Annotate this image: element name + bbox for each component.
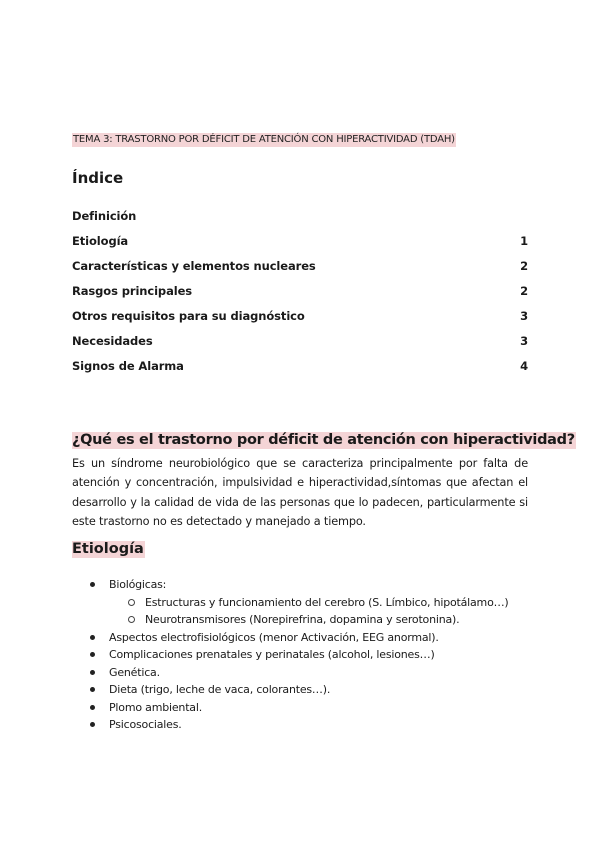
- sub-list-item: [0, 611, 600, 629]
- definition-heading: ¿Qué es el trastorno por déficit de atención con hiperactividad?: [72, 432, 575, 448]
- toc-item-label: Definición: [72, 209, 137, 223]
- list-item-text: Neurotransmisores (Norepirefrina, dopamina y serotonina).: [145, 613, 460, 626]
- toc-item-page: 3: [520, 334, 528, 348]
- bullet-dot-icon: [90, 582, 95, 587]
- table-of-contents: [72, 208, 528, 383]
- bullet-dot-icon: [90, 687, 95, 692]
- toc-item[interactable]: [72, 233, 528, 258]
- sub-list-item: [0, 594, 600, 612]
- list-item: [0, 646, 600, 664]
- bullet-dot-icon: [90, 670, 95, 675]
- toc-item[interactable]: [72, 283, 528, 308]
- toc-item[interactable]: [72, 308, 528, 333]
- list-item-text: Estructuras y funcionamiento del cerebro (S. Límbico, hipotálamo…): [145, 595, 509, 609]
- toc-item-label: Características y elementos nucleares: [72, 259, 316, 273]
- list-item-text: Aspectos electrofisiológicos (menor Activación, EEG anormal).: [109, 630, 439, 644]
- list-item-text: Plomo ambiental.: [109, 700, 203, 714]
- bullet-dot-icon: [90, 705, 95, 710]
- toc-item-page: 1: [520, 234, 528, 248]
- list-item: [0, 629, 600, 647]
- document-header: TEMA 3: TRASTORNO POR DÉFICIT DE ATENCIÓN CON HIPERACTIVIDAD (TDAH): [73, 134, 455, 145]
- list-item: [0, 699, 600, 717]
- toc-item-page: 2: [520, 259, 528, 273]
- list-item: [0, 664, 600, 682]
- toc-item-page: 4: [520, 359, 528, 373]
- index-title: Índice: [72, 169, 124, 187]
- list-item-text: Genética.: [109, 665, 160, 679]
- toc-item-page: 2: [520, 284, 528, 298]
- toc-item-label: Necesidades: [72, 334, 153, 348]
- bullet-circle-icon: [128, 616, 135, 623]
- etiology-heading: Etiología: [72, 541, 144, 557]
- list-item: [0, 576, 600, 594]
- list-item-text: Complicaciones prenatales y perinatales (alcohol, lesiones…): [109, 648, 435, 661]
- toc-item[interactable]: [72, 258, 528, 283]
- toc-item[interactable]: [72, 333, 528, 358]
- list-item: [0, 681, 600, 699]
- bullet-dot-icon: [90, 635, 95, 640]
- toc-item-label: Rasgos principales: [72, 284, 193, 298]
- toc-item-page: 3: [520, 309, 528, 323]
- bullet-dot-icon: [90, 652, 95, 657]
- list-item-text: Psicosociales.: [109, 718, 182, 731]
- definition-paragraph: Es un síndrome neurobiológico que se caracteriza principalmente por falta de atención y concentración, impulsividad e hiperactividad,síntomas que afectan el desarrollo y la calidad de vida de las personas que lo padecen, particularmente si este trastorno no es detectado y manejado a tiempo.: [72, 457, 528, 528]
- toc-item-label: Signos de Alarma: [72, 359, 184, 373]
- toc-item-label: Etiología: [72, 234, 129, 248]
- list-item-text: Biológicas:: [109, 578, 167, 591]
- list-item: [0, 716, 600, 734]
- toc-item[interactable]: [72, 358, 528, 383]
- etiology-list: [0, 576, 600, 734]
- list-item-text: Dieta (trigo, leche de vaca, colorantes…).: [109, 683, 331, 696]
- bullet-dot-icon: [90, 722, 95, 727]
- toc-item[interactable]: [72, 208, 528, 233]
- toc-item-label: Otros requisitos para su diagnóstico: [72, 309, 305, 323]
- bullet-circle-icon: [128, 599, 135, 606]
